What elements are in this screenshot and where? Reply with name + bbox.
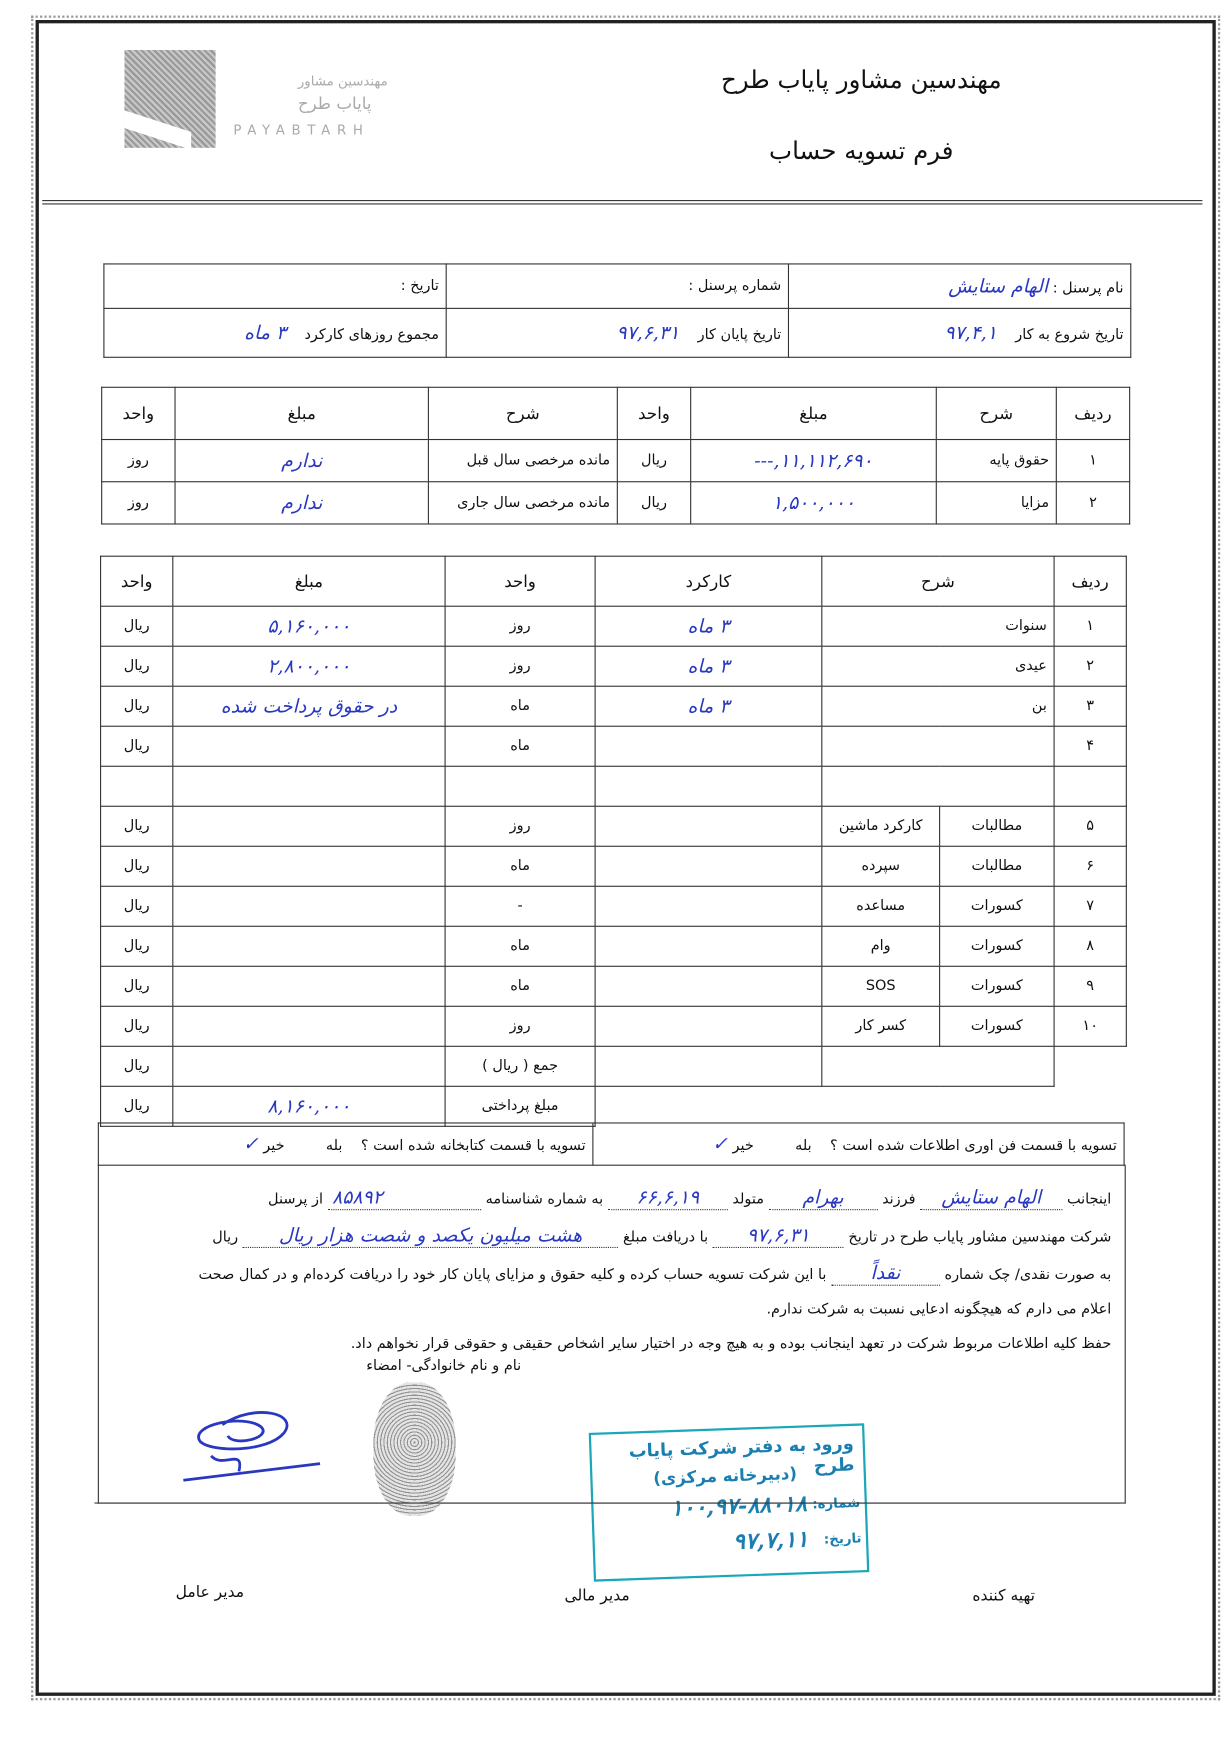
unit-cell: روز [445,646,595,686]
end-date-cell [446,308,788,357]
unit-cell: ماه [445,966,595,1006]
library-no-check-icon: ✓ [242,1132,259,1156]
amount-cell: ۵,۱۶۰,۰۰۰ [173,606,445,646]
father-name-value: بهرام [769,1187,878,1210]
stamp-number-label: شماره: [812,1494,861,1512]
amount-cell [173,846,445,886]
end-date-value: ۹۷,۶,۳۱ [616,321,680,344]
description-cell: سپرده [822,846,940,886]
table-row [101,966,1127,1006]
column-header: واحد [617,387,690,439]
statement-line-5: حفظ کلیه اطلاعات مربوط شرکت در تعهد اینجانب بوده و به هیچ وجه در اختیار سایر اشخاص حقیقی و حقوقی قرار نخواهم داد. [350,1335,1112,1353]
it-settlement-cell [593,1123,1124,1165]
start-date-label: تاریخ شروع به کار [1015,326,1124,343]
currency-cell: ریال [101,606,173,646]
table-row [101,806,1127,846]
text: به شماره شناسنامه [485,1191,604,1208]
statement-line-3 [198,1262,1111,1285]
personnel-info-table [103,263,1131,357]
empty-cell [1054,1046,1126,1086]
category-cell: کسورات [940,886,1054,926]
column-header: واحد [101,556,173,606]
empty-cell [822,1046,1054,1086]
amount-cell [173,926,445,966]
statement-line-2 [212,1225,1111,1248]
statement-line-1 [268,1187,1111,1210]
category-cell: کسورات [940,926,1054,966]
divider [94,1502,1120,1503]
payment-method-value: نقداً [831,1262,940,1285]
unit-cell: ماه [445,686,595,726]
signature-label: نام و نام خانوادگی- امضاء [366,1358,522,1375]
amount-cell: در حقوق پرداخت شده [173,686,445,726]
row-number-cell: ۲ [1054,646,1126,686]
work-duration-cell [595,886,822,926]
unit-cell: - [445,886,595,926]
stamp-number-value: ۱۰۰,۹۷-۸۸۰۱۸ [670,1489,808,1522]
settlement-questions [98,1122,1125,1165]
currency-cell: ریال [101,1006,173,1046]
table-row [102,440,1130,482]
column-header: شرح [428,387,617,439]
ceo-signature-label: مدیر عامل [175,1583,245,1602]
table-header-row [102,387,1130,439]
description-cell [822,726,1054,766]
category-cell: مطالبات [940,846,1054,886]
start-date-value: ۹۷,۴,۱ [944,321,997,344]
id-number-value: ۸۵۸۹۲ [328,1187,481,1210]
amount-cell [173,886,445,926]
currency-cell: ریال [101,726,173,766]
currency-cell: ریال [101,806,173,846]
table-cell: ندارم [175,440,428,482]
table-row [101,926,1127,966]
description-cell: مساعده [822,886,940,926]
description-cell: کسر کار [822,1006,940,1046]
empty-cell [595,1086,822,1126]
category-cell: مطالبات [940,806,1054,846]
personnel-number-cell [446,264,788,308]
settlement-items-table [100,556,1127,1127]
row-number-cell: ۹ [1054,966,1126,1006]
settlement-date-value: ۹۷,۶,۳۱ [713,1225,844,1248]
paid-row [101,1086,1127,1126]
employee-name-value: الهام ستایش [920,1187,1062,1210]
header-box [42,27,1202,205]
amount-cell [173,806,445,846]
description-cell: وام [822,926,940,966]
salary-table [101,387,1130,525]
table-cell: مانده مرخصی سال جاری [428,482,617,524]
table-cell: ریال [617,482,690,524]
amount-in-words-value: هشت میلیون یکصد و شصت هزار ریال [243,1225,619,1248]
it-no-check-icon: ✓ [712,1132,728,1156]
currency-cell: ریال [101,686,173,726]
description-cell: سنوات [822,606,1054,646]
logo-text-fa-2: پایاب طرح [297,93,372,114]
work-duration-cell [595,726,822,766]
text: اینجانب [1066,1191,1112,1208]
description-cell: عیدی [822,646,1054,686]
company-name: مهندسین مشاور پایاب طرح [720,66,1002,95]
work-duration-cell [595,1006,822,1046]
column-header: واحد [445,556,595,606]
unit-cell: ماه [445,846,595,886]
table-row [102,482,1130,524]
personnel-name-cell [788,264,1130,308]
form-title: فرم تسویه حساب [769,137,954,166]
table-row [101,886,1127,926]
table-row [101,846,1127,886]
currency-cell: ریال [101,646,173,686]
text: متولد [732,1191,764,1208]
work-duration-cell [595,806,822,846]
currency-cell [101,766,173,806]
table-cell: ندارم [175,482,428,524]
description-cell: SOS [822,966,940,1006]
name-label: نام پرسنل : [1052,279,1124,297]
table-row [101,1006,1127,1046]
unit-cell: روز [445,606,595,646]
date-cell [104,264,446,308]
amount-cell [173,726,445,766]
total-label: جمع ( ریال ) [445,1046,595,1086]
table-header-row [101,556,1127,606]
company-logo-icon [124,50,215,148]
work-days-value: ۳ ماه [244,321,287,344]
work-days-cell [104,308,446,357]
work-days-label: مجموع روزهای کارکرد [304,326,439,343]
stamp-date-label: تاریخ: [823,1530,862,1547]
amount-cell [173,1006,445,1046]
start-date-cell [788,308,1130,357]
column-header: ردیف [1054,556,1126,606]
it-no-option[interactable]: خیر [732,1137,754,1155]
text: به صورت نقدی/ چک شماره [944,1266,1112,1284]
table-cell: روز [102,440,175,482]
end-date-label: تاریخ پایان کار [697,326,782,343]
column-header: ردیف [1056,387,1129,439]
total-amount-cell [173,1046,445,1086]
unit-cell: ماه [445,926,595,966]
table-row [101,606,1127,646]
empty-cell [1054,1086,1126,1126]
signature-icon [178,1402,322,1489]
library-yes-option[interactable]: بله [325,1137,343,1155]
currency-cell: ریال [101,966,173,1006]
category-cell: کسورات [940,1006,1054,1046]
text: با این شرکت تسویه حساب کرده و کلیه حقوق و مزایای پایان کار خود را دریافت کرده‌ام و در کمال صحت [198,1266,827,1284]
unit-cell: روز [445,806,595,846]
text: شرکت مهندسین مشاور پایاب طرح در تاریخ [848,1229,1112,1246]
library-question: تسویه با قسمت کتابخانه شده است ؟ [360,1137,586,1155]
column-header: کارکرد [595,556,822,606]
table-row [101,766,1127,806]
library-no-option[interactable]: خیر [263,1137,285,1155]
table-cell: مانده مرخصی سال قبل [428,440,617,482]
currency-cell: ریال [101,926,173,966]
table-row [101,726,1127,766]
logo-text-fa-1: مهندسین مشاور [297,73,388,89]
empty-cell [595,1046,822,1086]
table-cell: ریال [617,440,690,482]
description-cell: کارکرد ماشین [822,806,940,846]
currency-cell: ریال [101,886,173,926]
statement-line-4: اعلام می دارم که هیچگونه ادعایی نسبت به شرکت ندارم. [766,1301,1112,1319]
text: با دریافت مبلغ [622,1229,709,1246]
amount-cell [173,766,445,806]
paid-amount-value: ۸,۱۶۰,۰۰۰ [173,1086,445,1126]
currency-cell: ریال [101,846,173,886]
work-duration-cell [595,766,822,806]
row-number-cell [1054,766,1126,806]
row-number-cell: ۶ [1054,846,1126,886]
work-duration-cell [595,966,822,1006]
table-row [101,686,1127,726]
amount-cell: ۲,۸۰۰,۰۰۰ [173,646,445,686]
description-cell [822,766,1054,806]
unit-cell: روز [445,1006,595,1046]
library-settlement-cell [98,1123,593,1165]
finance-manager-signature-label: مدیر مالی [564,1586,630,1605]
currency-cell: ریال [101,1086,173,1126]
logo-text-en: PAYABTARH [233,122,370,138]
text: از پرسنل [268,1191,324,1208]
stamp-date-value: ۹۷,۷,۱۱ [732,1525,809,1555]
table-cell: مزایا [936,482,1056,524]
unit-cell [445,766,595,806]
work-duration-cell: ۳ ماه [595,606,822,646]
row-number-cell: ۳ [1054,686,1126,726]
column-header: مبلغ [175,387,428,439]
total-row [101,1046,1127,1086]
personnel-number-label: شماره پرسنل : [688,277,782,295]
column-header: شرح [822,556,1054,606]
work-duration-cell: ۳ ماه [595,646,822,686]
table-cell: ۱,۵۰۰,۰۰۰ [691,482,937,524]
paid-amount-label: مبلغ پرداختی [445,1086,595,1126]
column-header: شرح [936,387,1056,439]
table-row [101,646,1127,686]
table-cell: ۲ [1056,482,1129,524]
stamp-title: ورود به دفتر شرکت پایاب طرح [628,1432,855,1477]
text: فرزند [882,1191,916,1208]
description-cell: بن [822,686,1054,726]
stamp-subtitle: (دبیرخانه مرکزی) [652,1463,798,1489]
table-cell: روز [102,482,175,524]
row-number-cell: ۱۰ [1054,1006,1126,1046]
empty-cell [822,1086,1054,1126]
row-number-cell: ۴ [1054,726,1126,766]
name-value: الهام ستایش [948,275,1049,298]
preparer-signature-label: تهیه کننده [972,1586,1035,1605]
date-label: تاریخ : [400,277,439,295]
table-cell: ۱ [1056,440,1129,482]
amount-cell [173,966,445,1006]
table-cell: حقوق پایه [936,440,1056,482]
birth-date-value: ۶۶,۶,۱۹ [608,1187,728,1210]
row-number-cell: ۸ [1054,926,1126,966]
currency-cell: ریال [101,1046,173,1086]
work-duration-cell: ۳ ماه [595,686,822,726]
row-number-cell: ۷ [1054,886,1126,926]
it-question: تسویه با قسمت فن اوری اطلاعات شده است ؟ [830,1137,1117,1155]
it-yes-option[interactable]: بله [795,1137,812,1155]
text: ریال [212,1229,239,1246]
column-header: مبلغ [691,387,937,439]
table-cell: ۱۱,۱۱۲,۶۹۰,--- [691,440,937,482]
work-duration-cell [595,926,822,966]
category-cell: کسورات [940,966,1054,1006]
column-header: واحد [102,387,175,439]
unit-cell: ماه [445,726,595,766]
work-duration-cell [595,846,822,886]
row-number-cell: ۵ [1054,806,1126,846]
row-number-cell: ۱ [1054,606,1126,646]
fingerprint-icon [373,1382,455,1515]
column-header: مبلغ [173,556,445,606]
